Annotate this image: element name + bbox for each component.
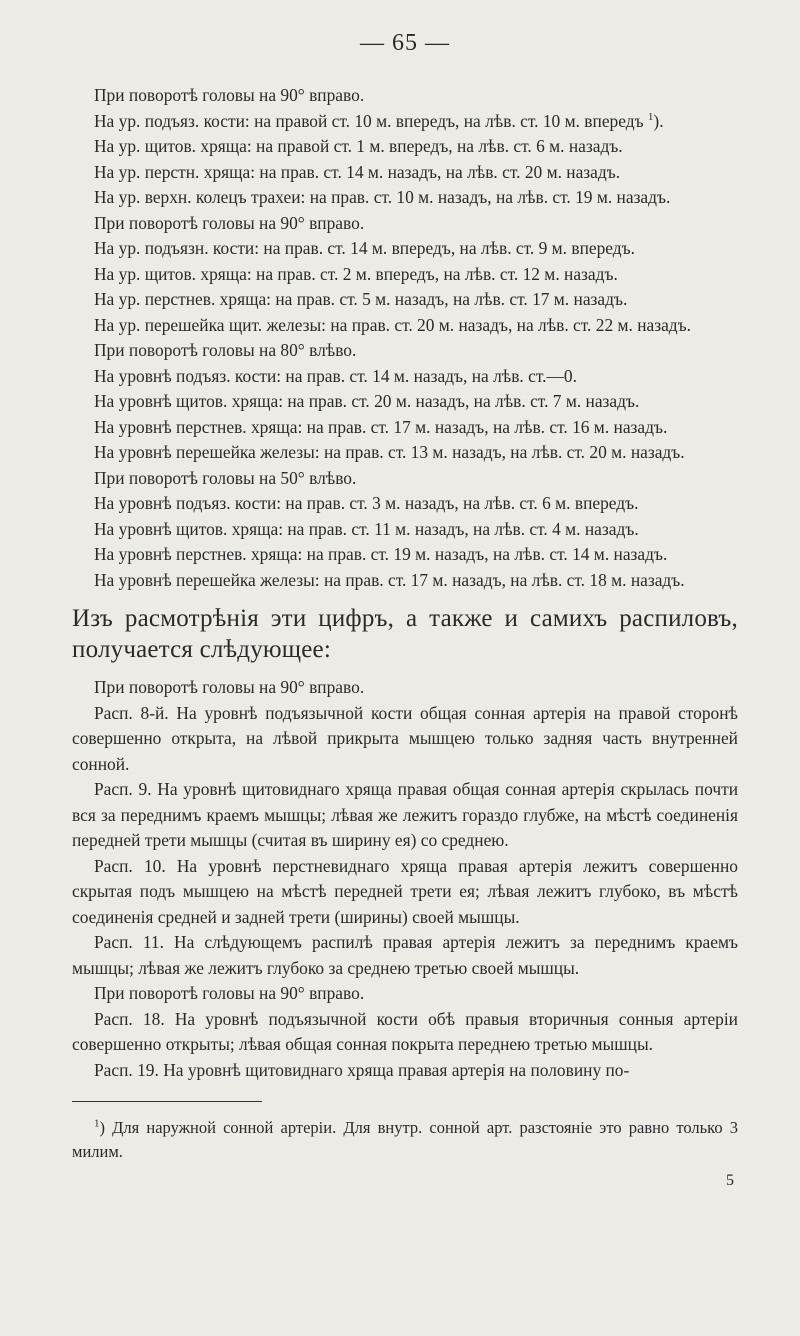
paragraph: На ур. щитов. хряща: на прав. ст. 2 м. впередъ, на лѣв. ст. 12 м. назадъ. <box>94 263 618 284</box>
paragraph: При поворотѣ головы на 50° влѣво. <box>94 467 357 488</box>
paragraph: Расп. 18. На уровнѣ подъязычной кости обѣ правыя вторичныя сонныя артеріи совершенно открыты; лѣвая общая сонная покрыта переднею третью мышцы. <box>72 1008 738 1054</box>
footnote-ref-suffix: ). <box>653 110 664 131</box>
paragraph: На ур. перстнев. хряща: на прав. ст. 5 м. назадъ, на лѣв. ст. 17 м. назадъ. <box>94 289 628 309</box>
paragraph: На ур. щитов. хряща: на правой ст. 1 м. впередъ, на лѣв. ст. 6 м. назадъ. <box>94 136 623 156</box>
paragraph: На уровнѣ перешейка железы: на прав. ст. 17 м. назадъ, на лѣв. ст. 18 м. назадъ. <box>94 569 685 590</box>
paragraph-text: На ур. подъяз. кости: на правой ст. 10 м. впередъ, на лѣв. ст. 10 м. впередъ <box>94 110 644 131</box>
paragraph: На ур. перстн. хряща: на прав. ст. 14 м. назадъ, на лѣв. ст. 20 м. назадъ. <box>94 161 621 182</box>
footnote-divider <box>72 1101 262 1102</box>
page-number: — 65 — <box>360 30 450 56</box>
paragraph: На уровнѣ подъяз. кости: на прав. ст. 14 м. назадъ, на лѣв. ст.—0. <box>94 365 577 386</box>
paragraph: На ур. верхн. колецъ трахеи: на прав. ст. 10 м. назадъ, на лѣв. ст. 19 м. назадъ. <box>94 187 671 207</box>
paragraph: На уровнѣ перешейка железы: на прав. ст. 13 м. назадъ, на лѣв. ст. 20 м. назадъ. <box>94 442 685 462</box>
paragraph: На уровнѣ перстнев. хряща: на прав. ст. 19 м. назадъ, на лѣв. ст. 14 м. назадъ. <box>94 544 668 564</box>
section-heading: Изъ расмотрѣнія эти цифръ, а также и самихъ распиловъ, получается слѣдующее: <box>72 605 738 663</box>
paragraph: Расп. 11. На слѣдующемъ распилѣ правая артерія лежитъ за переднимъ краемъ мышцы; лѣвая же лежитъ глубоко за среднею третью своей мышцы. <box>72 932 738 978</box>
paragraph: На уровнѣ щитов. хряща: на прав. ст. 11 м. назадъ, на лѣв. ст. 4 м. назадъ. <box>94 518 639 539</box>
main-text <box>72 83 738 1083</box>
footnote-marker: 1 <box>94 1117 100 1130</box>
paragraph: На уровнѣ подъяз. кости: на прав. ст. 3 м. назадъ, на лѣв. ст. 6 м. впередъ. <box>94 493 639 513</box>
paragraph-with-footnote-ref <box>72 109 738 135</box>
footnote <box>72 1116 738 1164</box>
paragraph: На ур. перешейка щит. железы: на прав. ст. 20 м. назадъ, на лѣв. ст. 22 м. назадъ. <box>94 314 691 335</box>
paragraph: При поворотѣ головы на 90° вправо. <box>94 983 365 1003</box>
footnote-text <box>72 1116 738 1164</box>
signature-mark: 5 <box>726 1172 734 1189</box>
paragraph: На уровнѣ щитов. хряща: на прав. ст. 20 м. назадъ, на лѣв. ст. 7 м. назадъ. <box>94 391 640 411</box>
paragraph: При поворотѣ головы на 90° вправо. <box>94 85 365 105</box>
paragraph: При поворотѣ головы на 90° вправо. <box>94 677 365 697</box>
footnote-ref: 1 <box>647 110 654 123</box>
paragraph: Расп. 10. На уровнѣ перстневиднаго хряща правая артерія лежитъ совершенно скрытая подъ мышцею на мѣстѣ передней трети ея; лѣвая лежитъ глубоко, въ мѣстѣ соединенія средней и задней трети (ширины) своей мышцы. <box>72 855 738 927</box>
paragraph: При поворотѣ головы на 80° влѣво. <box>94 340 357 360</box>
paragraph: Расп. 9. На уровнѣ щитовиднаго хряща правая общая сонная артерія скрылась почти вся за переднимъ краемъ мышцы; лѣвая же лежитъ гораздо глубже, на мѣстѣ соединенія передней трети мышцы (считая въ ширину ея) со среднею. <box>72 779 738 850</box>
paragraph: При поворотѣ головы на 90° вправо. <box>94 212 365 233</box>
paragraph: На уровнѣ перстнев. хряща: на прав. ст. 17 м. назадъ, на лѣв. ст. 16 м. назадъ. <box>94 416 668 437</box>
paragraph: На ур. подъязн. кости: на прав. ст. 14 м. впередъ, на лѣв. ст. 9 м. впередъ. <box>94 238 635 258</box>
footnote-body: ) Для наружной сонной артеріи. Для внутр. сонной арт. разстояніе это равно только 3 милим. <box>72 1118 738 1161</box>
paragraph: Расп. 19. На уровнѣ щитовиднаго хряща правая артерія на половину по- <box>94 1059 630 1080</box>
paragraph: Расп. 8-й. На уровнѣ подъязычной кости общая сонная артерія на правой сторонѣ совершенно открыта, на лѣвой прикрыта мышцею только задняя часть внутренней сонной. <box>72 702 738 774</box>
